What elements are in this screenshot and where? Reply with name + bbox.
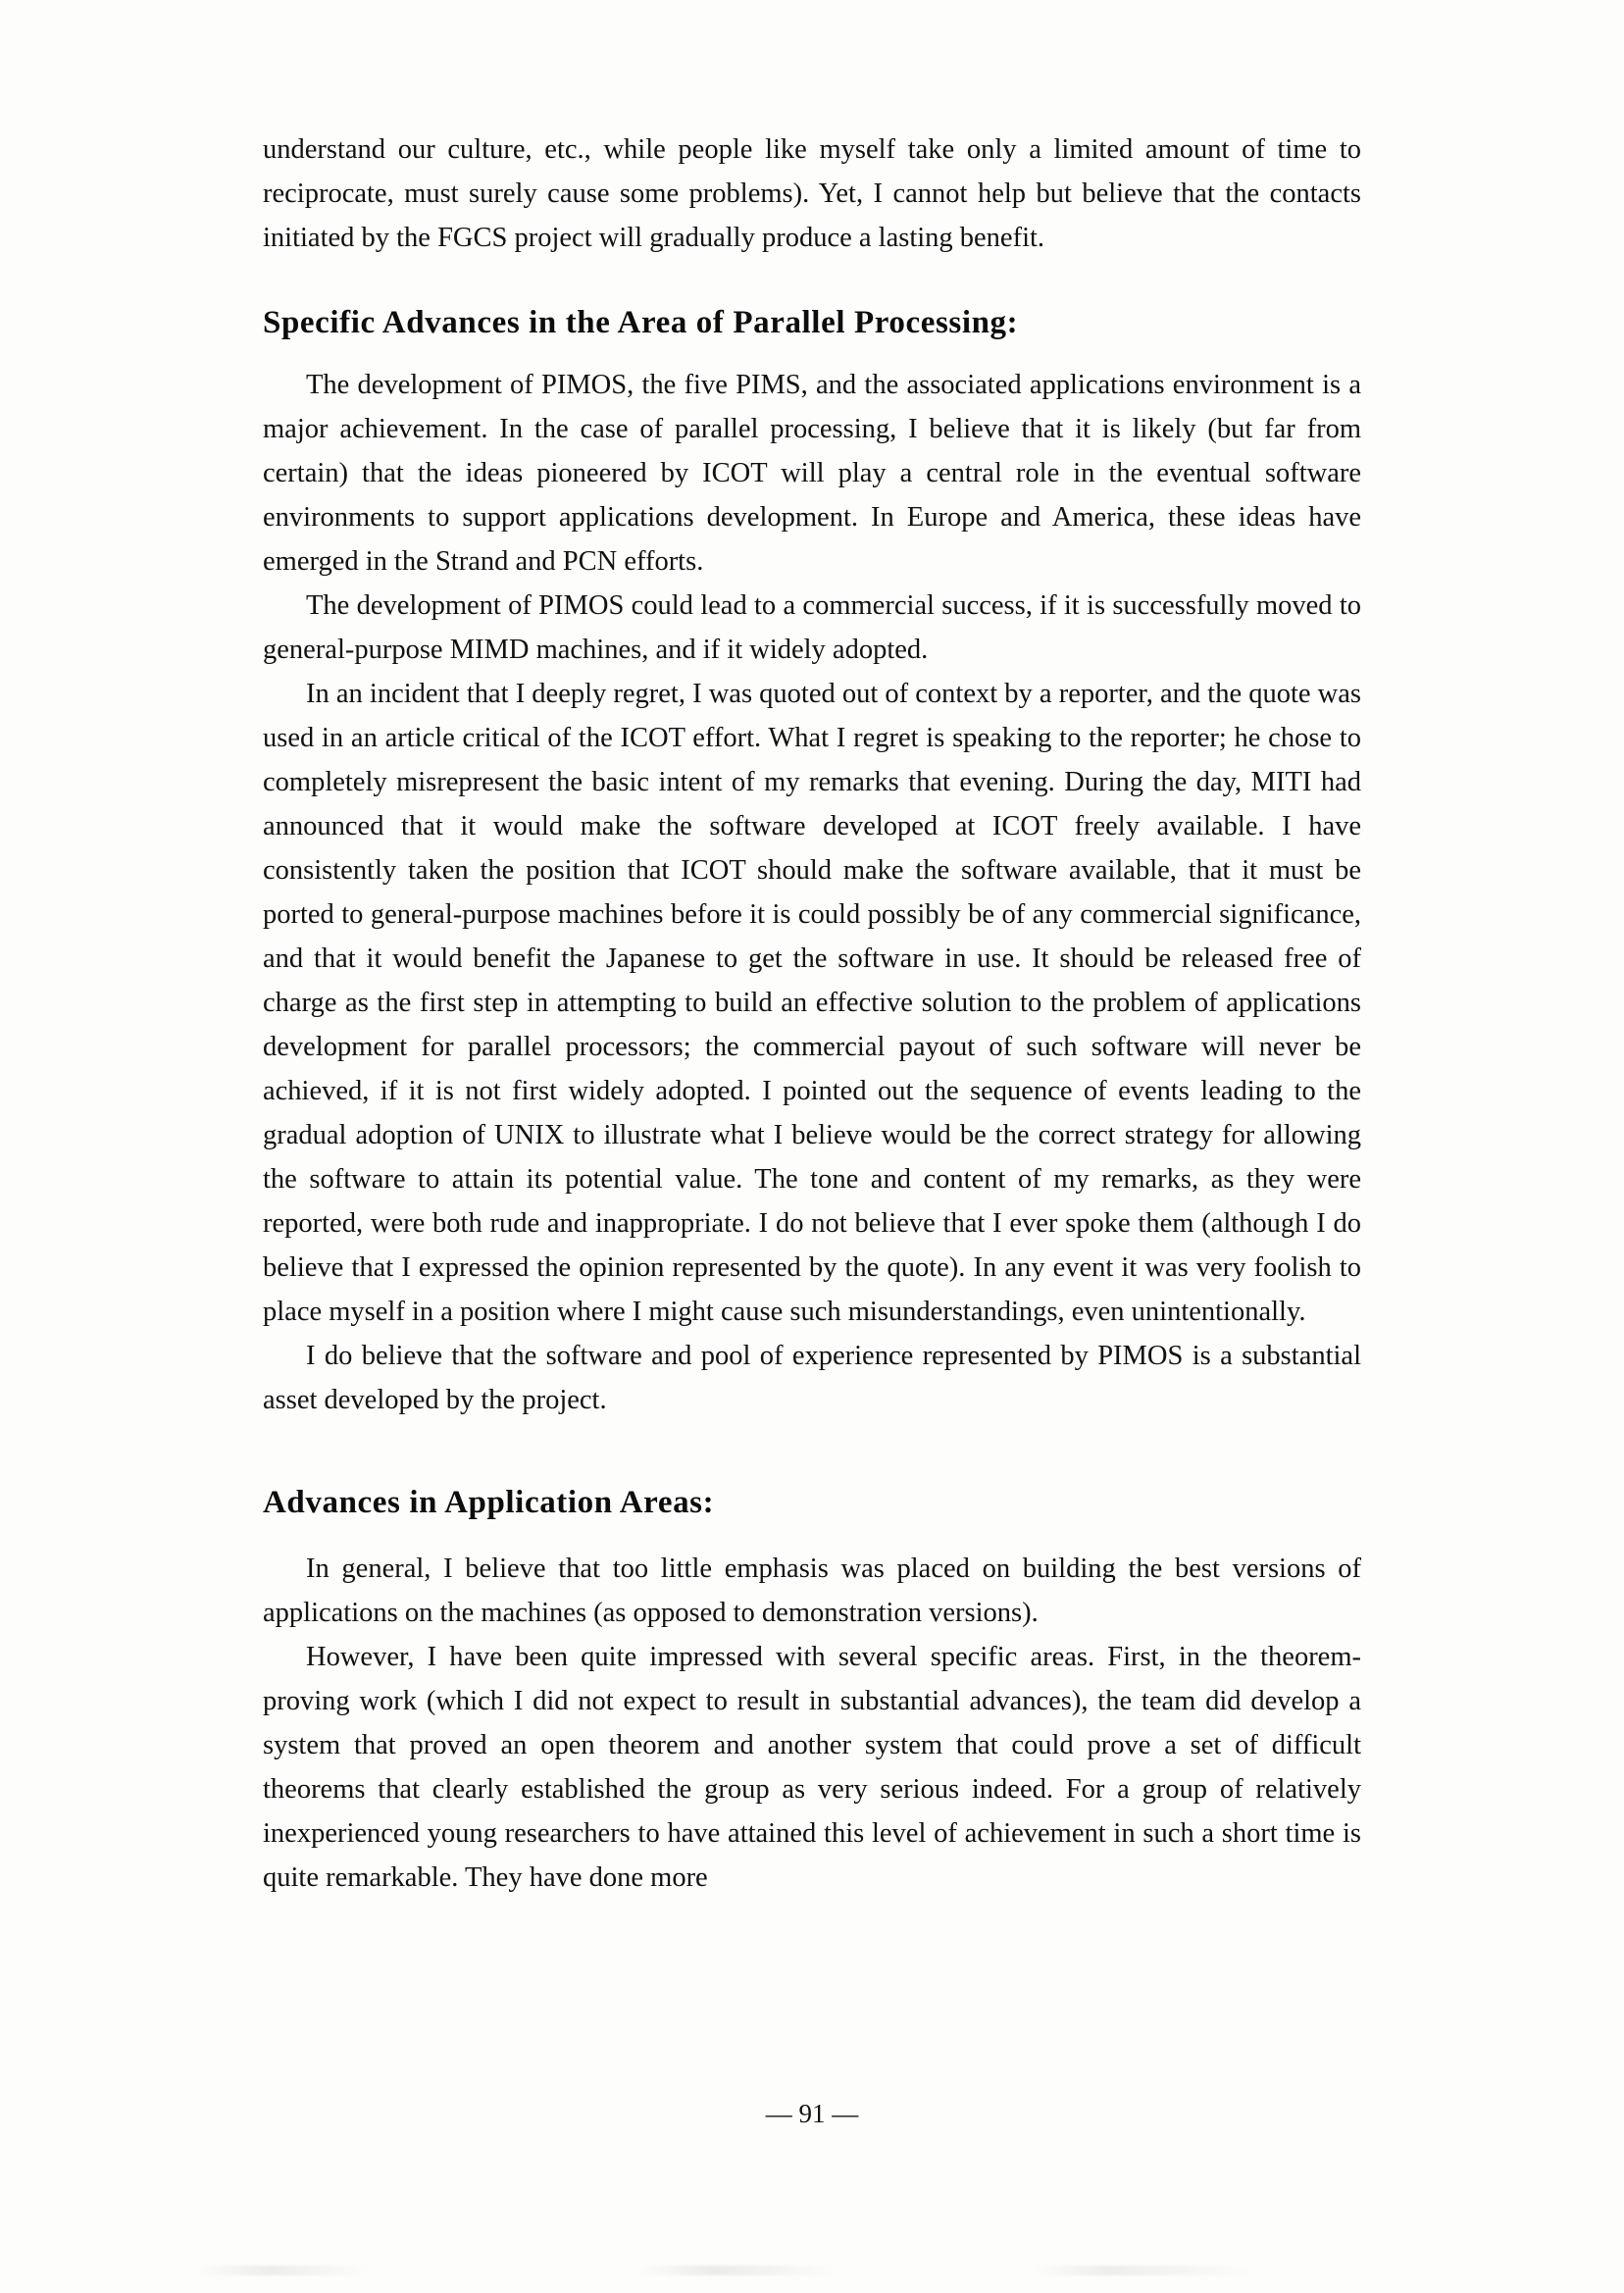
paragraph: I do believe that the software and pool of experience represented by PIMOS is a substantial asset developed by the project. bbox=[263, 1341, 1361, 1415]
paragraph: The development of PIMOS could lead to a commercial success, if it is successfully moved to general-purpose MIMD machines, and if it widely adopted. bbox=[263, 590, 1361, 665]
section-application-areas bbox=[263, 1547, 1361, 1900]
scan-artifact bbox=[196, 2266, 1428, 2275]
paragraph: In an incident that I deeply regret, I was quoted out of context by a reporter, and the quote was used in an article critical of the ICOT effort. What I regret is speaking to the reporter; he chose to completely misrepresent the basic intent of my remarks that evening. During the day, MITI had announced that it would make the software developed at ICOT freely available. I have consistently taken the position that ICOT should make the software available, that it must be ported to general-purpose machines before it is could possibly be of any commercial significance, and that it would benefit the Japanese to get the software in use. It should be released free of charge as the first step in attempting to build an effective solution to the problem of applications development for parallel processors; the commercial payout of such software will never be achieved, if it is not first widely adopted. I pointed out the sequence of events leading to the gradual adoption of UNIX to illustrate what I believe would be the correct strategy for allowing the software to attain its potential value. The tone and content of my remarks, as they were reported, were both rude and inappropriate. I do not believe that I ever spoke them (although I do believe that I expressed the opinion represented by the quote). In any event it was very foolish to place myself in a position where I might cause such misunderstandings, even unintentionally. bbox=[263, 679, 1361, 1327]
section-parallel-processing bbox=[263, 363, 1361, 1422]
page-number: — 91 — bbox=[765, 2099, 859, 2128]
paragraph-block-intro bbox=[263, 127, 1361, 260]
paragraph-continuation: understand our culture, etc., while people like myself take only a limited amount of time to reciprocate, must surely cause some problems). Yet, I cannot help but believe that the contacts initiated by the FGCS project will gradually produce a lasting benefit. bbox=[263, 134, 1361, 253]
paragraph: The development of PIMOS, the five PIMS, and the associated applications environment is a major achievement. In the case of parallel processing, I believe that it is likely (but far from certain) that the ideas pioneered by ICOT will play a central role in the eventual software environments to support applications development. In Europe and America, these ideas have emerged in the Strand and PCN efforts. bbox=[263, 370, 1361, 577]
paragraph: In general, I believe that too little emphasis was placed on building the best versions of applications on the machines (as opposed to demonstration versions). bbox=[263, 1554, 1361, 1628]
heading-application-areas: Advances in Application Areas: bbox=[263, 1485, 715, 1520]
paragraph: However, I have been quite impressed with several specific areas. First, in the theorem-proving work (which I did not expect to result in substantial advances), the team did develop a system that proved an open theorem and another system that could prove a set of difficult theorems that clearly established the group as very serious indeed. For a group of relatively inexperienced young researchers to have attained this level of achievement in such a short time is quite remarkable. They have done more bbox=[263, 1642, 1361, 1893]
page-content bbox=[263, 127, 1361, 1900]
heading-parallel-processing: Specific Advances in the Area of Parallel Processing: bbox=[263, 305, 1019, 340]
